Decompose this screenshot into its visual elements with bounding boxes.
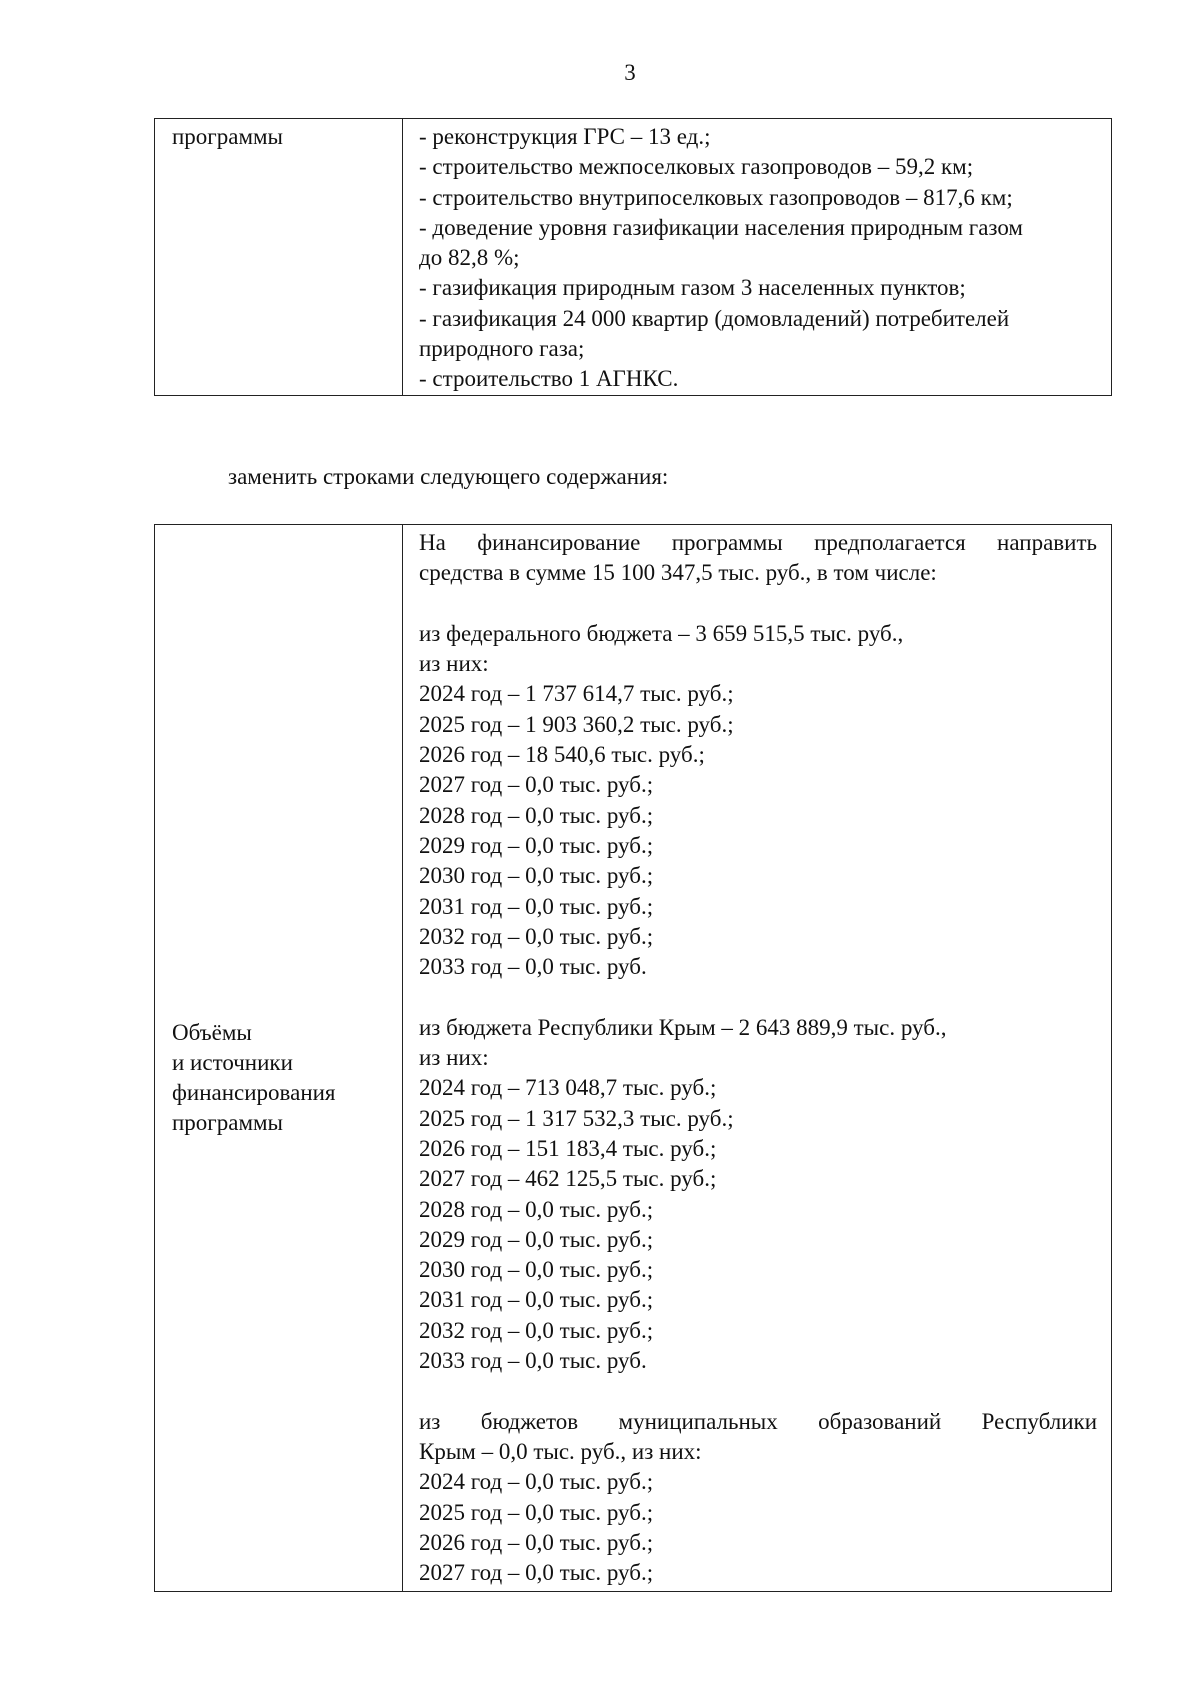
federal-year-line: 2026 год – 18 540,6 тыс. руб.; <box>419 742 705 768</box>
spacer <box>419 1376 1097 1406</box>
municipal-year-line: 2027 год – 0,0 тыс. руб.; <box>419 1560 654 1586</box>
federal-year-line: 2028 год – 0,0 тыс. руб.; <box>419 802 654 828</box>
federal-year-line: 2030 год – 0,0 тыс. руб.; <box>419 863 654 889</box>
targets-cell <box>403 119 1112 396</box>
funding-cell <box>403 525 1112 1592</box>
instruction-text: заменить строками следующего содержания: <box>228 464 669 489</box>
federal-year-line: 2029 год – 0,0 тыс. руб.; <box>419 832 654 858</box>
list-item: - доведение уровня газификации населения природным газом <box>419 214 1023 240</box>
crimea-year-line: 2030 год – 0,0 тыс. руб.; <box>419 1257 654 1283</box>
row-label: программы <box>172 124 284 149</box>
crimea-year-line: 2028 год – 0,0 тыс. руб.; <box>419 1196 654 1222</box>
funding-table <box>154 524 1112 1592</box>
spacer <box>419 982 1097 1012</box>
list-item: - газификация 24 000 квартир (домовладений) потребителей <box>419 305 1010 331</box>
table-row <box>155 119 1112 396</box>
federal-year-line: 2024 год – 1 737 614,7 тыс. руб.; <box>419 681 734 707</box>
federal-year-line: 2025 год – 1 903 360,2 тыс. руб.; <box>419 711 734 737</box>
federal-heading: из федерального бюджета – 3 659 515,5 тыс. руб., <box>419 620 904 646</box>
list-item: - строительство межпоселковых газопроводов – 59,2 км; <box>419 154 974 180</box>
row-label-line: и источники <box>172 1049 293 1075</box>
crimea-year-line: 2032 год – 0,0 тыс. руб.; <box>419 1317 654 1343</box>
municipal-heading-continued: Крым – 0,0 тыс. руб., из них: <box>419 1438 702 1464</box>
table-row <box>155 525 1112 1592</box>
list-item: - строительство 1 АГНКС. <box>419 366 679 392</box>
municipal-year-line: 2026 год – 0,0 тыс. руб.; <box>419 1529 654 1555</box>
list-item: - реконструкция ГРС – 13 ед.; <box>419 124 711 149</box>
crimea-subheading: из них: <box>419 1045 489 1071</box>
spacer <box>419 589 1097 619</box>
federal-subheading: из них: <box>419 651 489 677</box>
row-label-cell <box>155 525 403 1592</box>
row-label-line: Объёмы <box>172 1019 252 1045</box>
crimea-year-line: 2029 год – 0,0 тыс. руб.; <box>419 1226 654 1252</box>
municipal-heading: из бюджетов муниципальных образований Республики <box>419 1408 1097 1434</box>
list-item: природного газа; <box>419 336 585 362</box>
intro-line: На финансирование программы предполагается направить <box>419 530 1097 555</box>
crimea-year-line: 2025 год – 1 317 532,3 тыс. руб.; <box>419 1105 734 1131</box>
federal-year-line: 2033 год – 0,0 тыс. руб. <box>419 954 647 980</box>
crimea-year-line: 2027 год – 462 125,5 тыс. руб.; <box>419 1166 717 1192</box>
crimea-year-line: 2031 год – 0,0 тыс. руб.; <box>419 1287 654 1313</box>
federal-year-line: 2031 год – 0,0 тыс. руб.; <box>419 893 654 919</box>
federal-year-line: 2032 год – 0,0 тыс. руб.; <box>419 923 654 949</box>
row-label-cell <box>155 119 403 396</box>
intro-line: средства в сумме 15 100 347,5 тыс. руб., в том числе: <box>419 560 937 586</box>
municipal-year-line: 2025 год – 0,0 тыс. руб.; <box>419 1499 654 1525</box>
list-item: - строительство внутрипоселковых газопроводов – 817,6 км; <box>419 184 1013 210</box>
list-item: до 82,8 %; <box>419 245 520 271</box>
municipal-year-line: 2024 год – 0,0 тыс. руб.; <box>419 1469 654 1495</box>
row-label-line: финансирования <box>172 1080 336 1106</box>
crimea-year-line: 2033 год – 0,0 тыс. руб. <box>419 1348 647 1374</box>
row-label-line: программы <box>172 1110 284 1136</box>
list-item: - газификация природным газом 3 населенных пунктов; <box>419 275 966 301</box>
federal-year-line: 2027 год – 0,0 тыс. руб.; <box>419 772 654 798</box>
page-number: 3 <box>624 60 636 85</box>
crimea-heading: из бюджета Республики Крым – 2 643 889,9 тыс. руб., <box>419 1014 947 1040</box>
crimea-year-line: 2026 год – 151 183,4 тыс. руб.; <box>419 1135 717 1161</box>
program-targets-table <box>154 118 1112 396</box>
crimea-year-line: 2024 год – 713 048,7 тыс. руб.; <box>419 1075 717 1101</box>
